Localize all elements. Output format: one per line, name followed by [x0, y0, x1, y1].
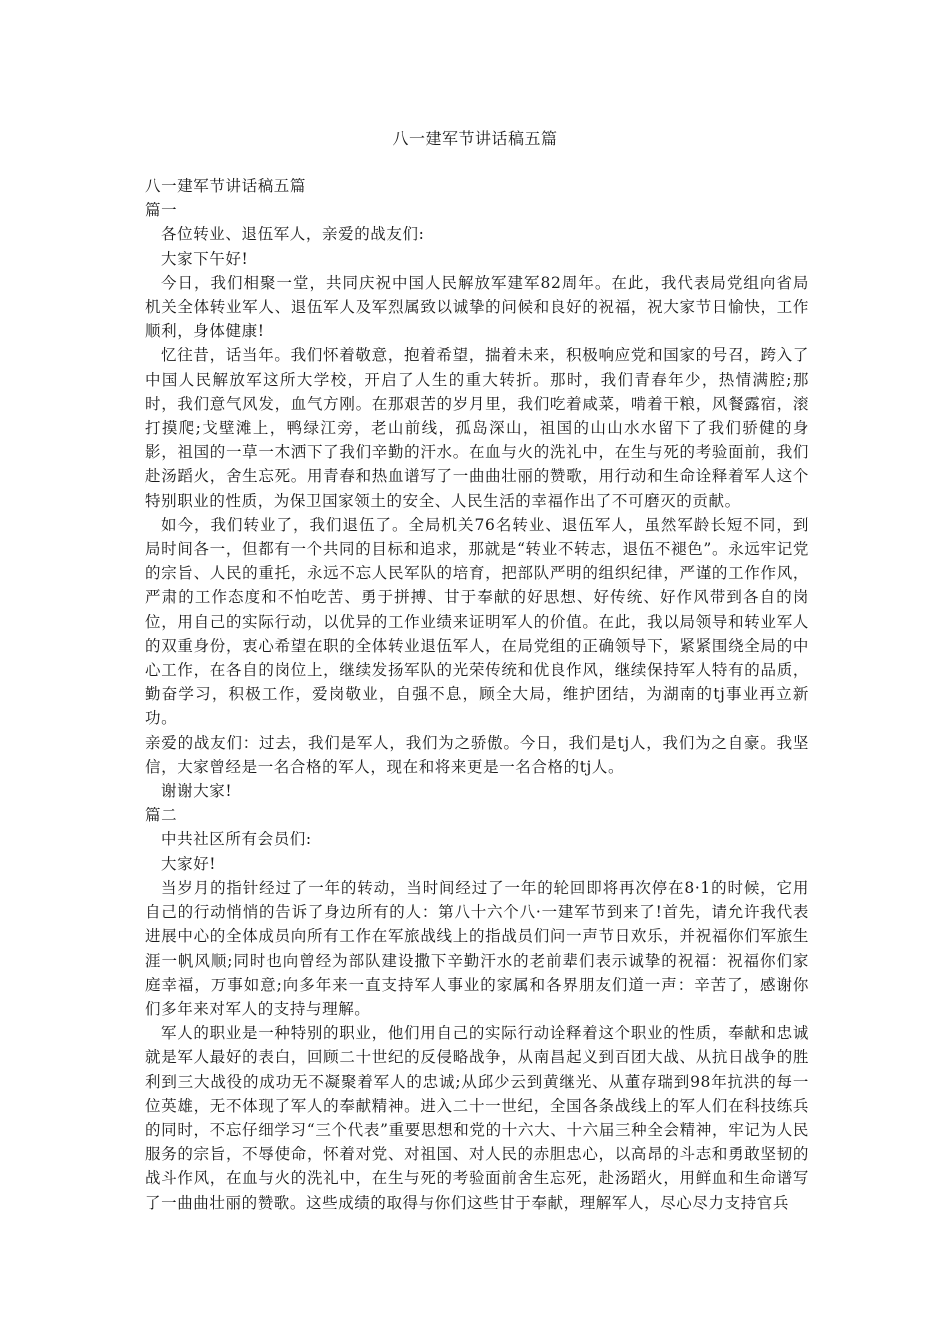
document-title: 八一建军节讲话稿五篇 — [392, 129, 558, 148]
section-heading-1: 篇一 — [145, 201, 178, 220]
section1-salutation: 各位转业、退伍军人，亲爱的战友们: — [161, 225, 425, 244]
section2-salutation: 中共社区所有会员们: — [161, 830, 312, 849]
section1-paragraph: 如今，我们转业了，我们退伍了。全局机关76名转业、退伍军人，虽然军龄长短不同，到局时间各一，但都有一个共同的目标和追求，那就是“转业不转志，退伍不褪色”。永远牢记党的宗旨、人民的重托，永远不忘人民军队的培育，把部队严明的组织纪律，严谨的工作作风，严肃的工作态度和不怕吃苦、勇于拼搏、甘于奉献的好思想、好传统、好作风带到各自的岗位，用自己的实际行动，以优异的工作业绩来证明军人的价值。在此，我以局领导和转业军人的双重身份，衷心希望在职的全体转业退伍军人，在局党组的正确领导下，紧紧围绕全局的中心工作，在各自的岗位上，继续发扬军队的光荣传统和优良作风，继续保持军人特有的品质，勤奋学习，积极工作，爱岗敬业，自强不息，顾全大局，维护团结，为湖南的tj事业再立新功。 — [145, 515, 809, 728]
section2-paragraph: 军人的职业是一种特别的职业，他们用自己的实际行动诠释着这个职业的性质，奉献和忠诚就是军人最好的表白，回顾二十世纪的反侵略战争，从南昌起义到百团大战、从抗日战争的胜利到三大战役的成功无不凝聚着军人的忠诚;从邱少云到黄继光、从董存瑞到98年抗洪的每一位英雄，无不体现了军人的奉献精神。进入二十一世纪，全国各条战线上的军人们在科技练兵的同时，不忘仔细学习“三个代表”重要思想和党的十六大、十六届三种全会精神，牢记为人民服务的宗旨，不辱使命，怀着对党、对祖国、对人民的赤胆忠心，以高昂的斗志和勇敢坚韧的战斗作风，在血与火的洗礼中，在生与死的考验面前舍生忘死，赴汤蹈火，用鲜血和生命谱写了一曲曲壮丽的赞歌。这些成绩的取得与你们这些甘于奉献，理解军人，尽心尽力支持官兵 — [145, 1024, 809, 1212]
section1-paragraph: 今日，我们相聚一堂，共同庆祝中国人民解放军建军82周年。在此，我代表局党组向省局机关全体转业军人、退伍军人及军烈属致以诚挚的问候和良好的祝福，祝大家节日愉快，工作顺利，身体健康! — [145, 273, 809, 341]
section2-paragraph: 当岁月的指针经过了一年的转动，当时间经过了一年的轮回即将再次停在8·1的时候，它用自己的行动悄悄的告诉了身边所有的人：第八十六个八·一建军节到来了!首先，请允许我代表进展中心的全体成员向所有工作在军旅战线上的指战员们问一声节日欢乐，并祝福你们军旅生涯一帆风顺;同时也向曾经为部队建设撒下辛勤汗水的老前辈们表示诚挚的祝福：祝福你们家庭幸福，万事如意;向多年来一直支持军人事业的家属和各界朋友们道一声：辛苦了，感谢你们多年来对军人的支持与理解。 — [145, 878, 809, 1018]
section2-greeting: 大家好! — [161, 854, 217, 873]
section1-greeting: 大家下午好! — [161, 249, 249, 268]
section1-thanks: 谢谢大家! — [161, 782, 233, 801]
section1-closing-line: 亲爱的战友们：过去，我们是军人，我们为之骄傲。今日，我们是tj人，我们为之自豪。我坚信，大家曾经是一名合格的军人，现在和将来更是一名合格的tj人。 — [145, 733, 809, 776]
section-heading-2: 篇二 — [145, 806, 178, 825]
document-subtitle: 八一建军节讲话稿五篇 — [145, 177, 307, 195]
section1-paragraph: 忆往昔，话当年。我们怀着敬意，抱着希望，揣着未来，积极响应党和国家的号召，跨入了中国人民解放军这所大学校，开启了人生的重大转折。那时，我们青春年少，热情满腔;那时，我们意气风发，血气方刚。在那艰苦的岁月里，我们吃着咸菜，啃着干粮，风餐露宿，滚打摸爬;戈壁滩上，鸭绿江旁，老山前线，孤岛深山，祖国的山山水水留下了我们骄健的身影，祖国的一草一木洒下了我们辛勤的汗水。在血与火的洗礼中，在生与死的考验面前，我们赴汤蹈火，舍生忘死。用青春和热血谱写了一曲曲壮丽的赞歌，用行动和生命诠释着军人这个特别职业的性质，为保卫国家领土的安全、人民生活的幸福作出了不可磨灭的贡献。 — [145, 346, 809, 510]
document-body — [145, 174, 809, 1215]
